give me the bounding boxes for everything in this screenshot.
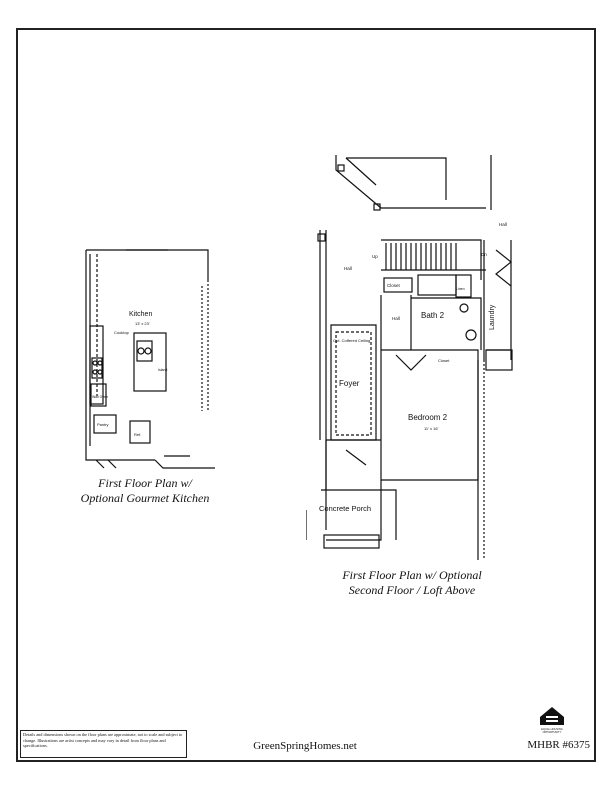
- hall-top-label: Hall: [499, 222, 507, 227]
- coffered-label: Opt. Coffered Ceiling: [333, 338, 371, 343]
- svg-text:OPPORTUNITY: OPPORTUNITY: [542, 731, 562, 733]
- kitchen-plan-caption: [70, 476, 220, 506]
- main-floor-plan: [306, 150, 518, 566]
- svg-text:EQUAL HOUSING: EQUAL HOUSING: [541, 728, 563, 731]
- ref-label: Ref.: [134, 432, 142, 437]
- foyer-label: Foyer: [339, 379, 360, 388]
- closet-bed-label: Closet: [438, 358, 450, 363]
- linen-label: Linen: [456, 287, 465, 291]
- dn-label: Dn: [481, 252, 487, 257]
- closet-label: Closet: [387, 283, 400, 288]
- main-caption-line2: Second Floor / Loft Above: [348, 583, 476, 597]
- kitchen-dimension: 13' x 23': [135, 321, 150, 326]
- pantry-label: Pantry: [97, 422, 109, 427]
- kitchen-floor-plan: [80, 246, 215, 472]
- bath-label: Bath 2: [421, 311, 445, 320]
- laundry-label: Laundry: [489, 304, 496, 330]
- bedroom-dimension: 11' x 16': [424, 426, 439, 431]
- cooktop-label: Cooktop: [114, 330, 129, 335]
- hall-left-label: Hall: [344, 266, 352, 271]
- hall-mid-label: Hall: [392, 316, 400, 321]
- island-label: Island: [158, 368, 168, 372]
- kitchen-caption-line1: First Floor Plan w/: [98, 476, 192, 490]
- model-number: MHBR #6375: [527, 739, 590, 751]
- disclaimer-text: Details and dimensions shown on the floor plans are approximate, not to scale and subject to change. Illustrations are artist concepts and may vary in detail from floor plans and specifications.: [20, 730, 187, 758]
- website-text: GreenSpringHomes.net: [253, 740, 357, 752]
- main-caption-line1: First Floor Plan w/ Optional: [342, 568, 482, 582]
- bedroom-label: Bedroom 2: [408, 413, 448, 422]
- porch-label: Concrete Porch: [319, 504, 372, 513]
- kitchen-caption-line2: Optional Gourmet Kitchen: [80, 491, 210, 505]
- equal-housing-icon: [535, 703, 569, 733]
- kitchen-label: Kitchen: [129, 311, 153, 318]
- wall-oven-label: Wall Oven: [92, 395, 109, 399]
- up-label: Up: [372, 254, 378, 259]
- main-plan-caption: [322, 568, 502, 598]
